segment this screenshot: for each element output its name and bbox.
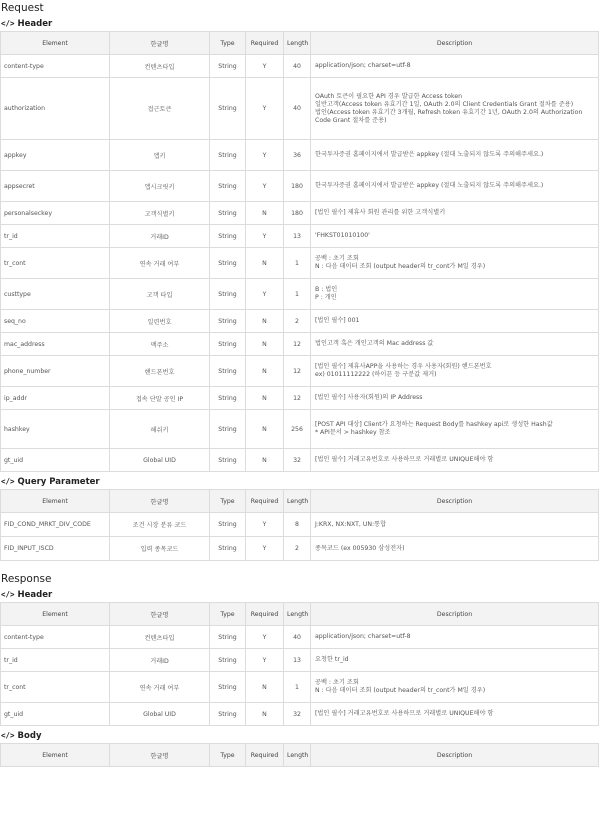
- element-cell: authorization: [1, 78, 110, 140]
- table-row: [1, 78, 599, 140]
- code-icon: </>: [1, 477, 15, 486]
- length-cell: 32: [284, 449, 311, 472]
- table-row: [1, 649, 599, 672]
- request-query-heading: [0, 474, 600, 489]
- description-cell: 법인고객 혹은 개인고객의 Mac address 값: [311, 333, 599, 356]
- column-header: Required: [246, 744, 284, 767]
- description-cell: [법인 필수] 001: [311, 310, 599, 333]
- element-cell: appkey: [1, 140, 110, 171]
- request-header-heading: [0, 16, 600, 31]
- required-cell: N: [246, 703, 284, 726]
- column-header: Required: [246, 490, 284, 513]
- length-cell: 36: [284, 140, 311, 171]
- length-cell: 32: [284, 703, 311, 726]
- korean-name-cell: 앱시크릿키: [110, 171, 210, 202]
- korean-name-cell: 맥주소: [110, 333, 210, 356]
- required-cell: Y: [246, 513, 284, 537]
- type-cell: String: [210, 537, 246, 561]
- table-header-row: [1, 490, 599, 513]
- code-icon: </>: [1, 19, 15, 28]
- korean-name-cell: 연속 거래 여부: [110, 672, 210, 703]
- description-cell: [법인 필수] 제휴사 회원 관리를 위한 고객식별키: [311, 202, 599, 225]
- response-body-table: [0, 743, 599, 767]
- korean-name-cell: 연속 거래 여부: [110, 248, 210, 279]
- request-query-table: [0, 489, 599, 561]
- column-header: Type: [210, 490, 246, 513]
- element-cell: content-type: [1, 626, 110, 649]
- length-cell: 12: [284, 333, 311, 356]
- code-icon: </>: [1, 731, 15, 740]
- column-header: Description: [311, 490, 599, 513]
- code-icon: </>: [1, 590, 15, 599]
- request-header-table: [0, 31, 599, 472]
- required-cell: N: [246, 387, 284, 410]
- type-cell: String: [210, 410, 246, 449]
- length-cell: 1: [284, 248, 311, 279]
- korean-name-cell: 해쉬키: [110, 410, 210, 449]
- korean-name-cell: 거래ID: [110, 649, 210, 672]
- description-cell: B : 법인 P : 개인: [311, 279, 599, 310]
- korean-name-cell: 핸드폰번호: [110, 356, 210, 387]
- korean-name-cell: 접근토큰: [110, 78, 210, 140]
- required-cell: Y: [246, 225, 284, 248]
- type-cell: String: [210, 202, 246, 225]
- korean-name-cell: Global UID: [110, 703, 210, 726]
- type-cell: String: [210, 387, 246, 410]
- table-header-row: [1, 603, 599, 626]
- element-cell: custtype: [1, 279, 110, 310]
- table-row: [1, 333, 599, 356]
- table-row: [1, 55, 599, 78]
- column-header: Required: [246, 32, 284, 55]
- required-cell: N: [246, 672, 284, 703]
- element-cell: appsecret: [1, 171, 110, 202]
- table-row: [1, 449, 599, 472]
- length-cell: 1: [284, 672, 311, 703]
- description-cell: J:KRX, NX:NXT, UN:통합: [311, 513, 599, 537]
- element-cell: tr_id: [1, 225, 110, 248]
- korean-name-cell: 고객 타입: [110, 279, 210, 310]
- column-header: Description: [311, 744, 599, 767]
- description-cell: 'FHKST01010100': [311, 225, 599, 248]
- table-row: [1, 626, 599, 649]
- required-cell: Y: [246, 171, 284, 202]
- type-cell: String: [210, 449, 246, 472]
- type-cell: String: [210, 626, 246, 649]
- required-cell: N: [246, 202, 284, 225]
- table-row: [1, 202, 599, 225]
- response-body-title: Body: [17, 731, 42, 741]
- type-cell: String: [210, 248, 246, 279]
- description-cell: [법인 필수] 제휴사APP을 사용하는 경우 사용자(회원) 핸드폰번호 ex) 01011112222 (하이픈 등 구분값 제거): [311, 356, 599, 387]
- element-cell: FID_INPUT_ISCD: [1, 537, 110, 561]
- response-header-table: [0, 602, 599, 726]
- element-cell: gt_uid: [1, 703, 110, 726]
- type-cell: String: [210, 171, 246, 202]
- korean-name-cell: 조건 시장 분류 코드: [110, 513, 210, 537]
- element-cell: personalseckey: [1, 202, 110, 225]
- table-row: [1, 279, 599, 310]
- column-header: Length: [284, 744, 311, 767]
- korean-name-cell: 입력 종목코드: [110, 537, 210, 561]
- type-cell: String: [210, 225, 246, 248]
- korean-name-cell: 컨텐츠타입: [110, 55, 210, 78]
- korean-name-cell: 접속 단말 공인 IP: [110, 387, 210, 410]
- table-header-row: [1, 32, 599, 55]
- column-header: Element: [1, 603, 110, 626]
- required-cell: Y: [246, 279, 284, 310]
- type-cell: String: [210, 310, 246, 333]
- length-cell: 180: [284, 202, 311, 225]
- request-query-title: Query Parameter: [17, 477, 100, 487]
- table-row: [1, 171, 599, 202]
- description-cell: 공백 : 초기 조회 N : 다음 데이터 조회 (output header의 tr_cont가 M일 경우): [311, 248, 599, 279]
- description-cell: 종목코드 (ex 005930 삼성전자): [311, 537, 599, 561]
- length-cell: 40: [284, 78, 311, 140]
- length-cell: 12: [284, 387, 311, 410]
- required-cell: N: [246, 410, 284, 449]
- length-cell: 40: [284, 626, 311, 649]
- required-cell: N: [246, 248, 284, 279]
- required-cell: N: [246, 356, 284, 387]
- table-row: [1, 672, 599, 703]
- column-header: 한글명: [110, 32, 210, 55]
- table-row: [1, 310, 599, 333]
- required-cell: N: [246, 449, 284, 472]
- required-cell: N: [246, 310, 284, 333]
- element-cell: FID_COND_MRKT_DIV_CODE: [1, 513, 110, 537]
- type-cell: String: [210, 672, 246, 703]
- column-header: Length: [284, 490, 311, 513]
- description-cell: [법인 필수] 거래고유번호로 사용하므로 거래별로 UNIQUE해야 함: [311, 449, 599, 472]
- korean-name-cell: 일련번호: [110, 310, 210, 333]
- length-cell: 1: [284, 279, 311, 310]
- column-header: Type: [210, 32, 246, 55]
- required-cell: Y: [246, 140, 284, 171]
- table-row: [1, 387, 599, 410]
- description-cell: 한국투자증권 홈페이지에서 발급받은 appkey (절대 노출되지 않도록 주의해주세요.): [311, 140, 599, 171]
- type-cell: String: [210, 140, 246, 171]
- request-header-title: Header: [17, 19, 53, 29]
- element-cell: tr_cont: [1, 248, 110, 279]
- table-header-row: [1, 744, 599, 767]
- element-cell: seq_no: [1, 310, 110, 333]
- length-cell: 13: [284, 649, 311, 672]
- element-cell: gt_uid: [1, 449, 110, 472]
- length-cell: 40: [284, 55, 311, 78]
- table-row: [1, 410, 599, 449]
- element-cell: tr_cont: [1, 672, 110, 703]
- column-header: 한글명: [110, 490, 210, 513]
- type-cell: String: [210, 333, 246, 356]
- length-cell: 13: [284, 225, 311, 248]
- column-header: Required: [246, 603, 284, 626]
- required-cell: Y: [246, 537, 284, 561]
- type-cell: String: [210, 703, 246, 726]
- table-row: [1, 703, 599, 726]
- column-header: 한글명: [110, 744, 210, 767]
- required-cell: Y: [246, 649, 284, 672]
- korean-name-cell: 앱키: [110, 140, 210, 171]
- required-cell: Y: [246, 626, 284, 649]
- table-row: [1, 248, 599, 279]
- table-row: [1, 356, 599, 387]
- length-cell: 12: [284, 356, 311, 387]
- type-cell: String: [210, 513, 246, 537]
- table-row: [1, 513, 599, 537]
- description-cell: application/json; charset=utf-8: [311, 55, 599, 78]
- description-cell: application/json; charset=utf-8: [311, 626, 599, 649]
- description-cell: 공백 : 초기 조회 N : 다음 데이터 조회 (output header의 tr_cont가 M일 경우): [311, 672, 599, 703]
- element-cell: mac_address: [1, 333, 110, 356]
- response-header-title: Header: [17, 590, 53, 600]
- type-cell: String: [210, 279, 246, 310]
- length-cell: 2: [284, 310, 311, 333]
- korean-name-cell: 거래ID: [110, 225, 210, 248]
- description-cell: 한국투자증권 홈페이지에서 발급받은 appkey (절대 노출되지 않도록 주의해주세요.): [311, 171, 599, 202]
- column-header: Type: [210, 603, 246, 626]
- response-title: Response: [1, 573, 52, 585]
- request-title: Request: [1, 2, 44, 14]
- korean-name-cell: 고객식별키: [110, 202, 210, 225]
- column-header: Element: [1, 744, 110, 767]
- column-header: Element: [1, 490, 110, 513]
- response-header-heading: [0, 587, 600, 602]
- korean-name-cell: 컨텐츠타입: [110, 626, 210, 649]
- required-cell: Y: [246, 78, 284, 140]
- description-cell: [법인 필수] 사용자(회원)의 IP Address: [311, 387, 599, 410]
- table-row: [1, 225, 599, 248]
- length-cell: 8: [284, 513, 311, 537]
- type-cell: String: [210, 649, 246, 672]
- description-cell: [POST API 대상] Client가 요청하는 Request Body를 hashkey api로 생성한 Hash값 * API문서 > hashkey 참조: [311, 410, 599, 449]
- element-cell: content-type: [1, 55, 110, 78]
- element-cell: phone_number: [1, 356, 110, 387]
- table-row: [1, 140, 599, 171]
- table-row: [1, 537, 599, 561]
- length-cell: 180: [284, 171, 311, 202]
- response-body-heading: [0, 728, 600, 743]
- description-cell: 요청한 tr_id: [311, 649, 599, 672]
- description-cell: [법인 필수] 거래고유번호로 사용하므로 거래별로 UNIQUE해야 함: [311, 703, 599, 726]
- column-header: Description: [311, 32, 599, 55]
- description-cell: OAuth 토큰이 필요한 API 경우 발급한 Access token 일반고객(Access token 유효기간 1일, OAuth 2.0의 Client Credentials Grant 절차를 준용) 법인(Access token 유효기간 3개월, Refresh token 유효기간 1년, OAuth 2.0의 Authorization Code Grant 절차를 준용): [311, 78, 599, 140]
- column-header: 한글명: [110, 603, 210, 626]
- column-header: Length: [284, 603, 311, 626]
- length-cell: 2: [284, 537, 311, 561]
- type-cell: String: [210, 356, 246, 387]
- column-header: Type: [210, 744, 246, 767]
- type-cell: String: [210, 78, 246, 140]
- korean-name-cell: Global UID: [110, 449, 210, 472]
- element-cell: hashkey: [1, 410, 110, 449]
- column-header: Length: [284, 32, 311, 55]
- column-header: Element: [1, 32, 110, 55]
- length-cell: 256: [284, 410, 311, 449]
- type-cell: String: [210, 55, 246, 78]
- column-header: Description: [311, 603, 599, 626]
- element-cell: tr_id: [1, 649, 110, 672]
- required-cell: Y: [246, 55, 284, 78]
- element-cell: ip_addr: [1, 387, 110, 410]
- required-cell: N: [246, 333, 284, 356]
